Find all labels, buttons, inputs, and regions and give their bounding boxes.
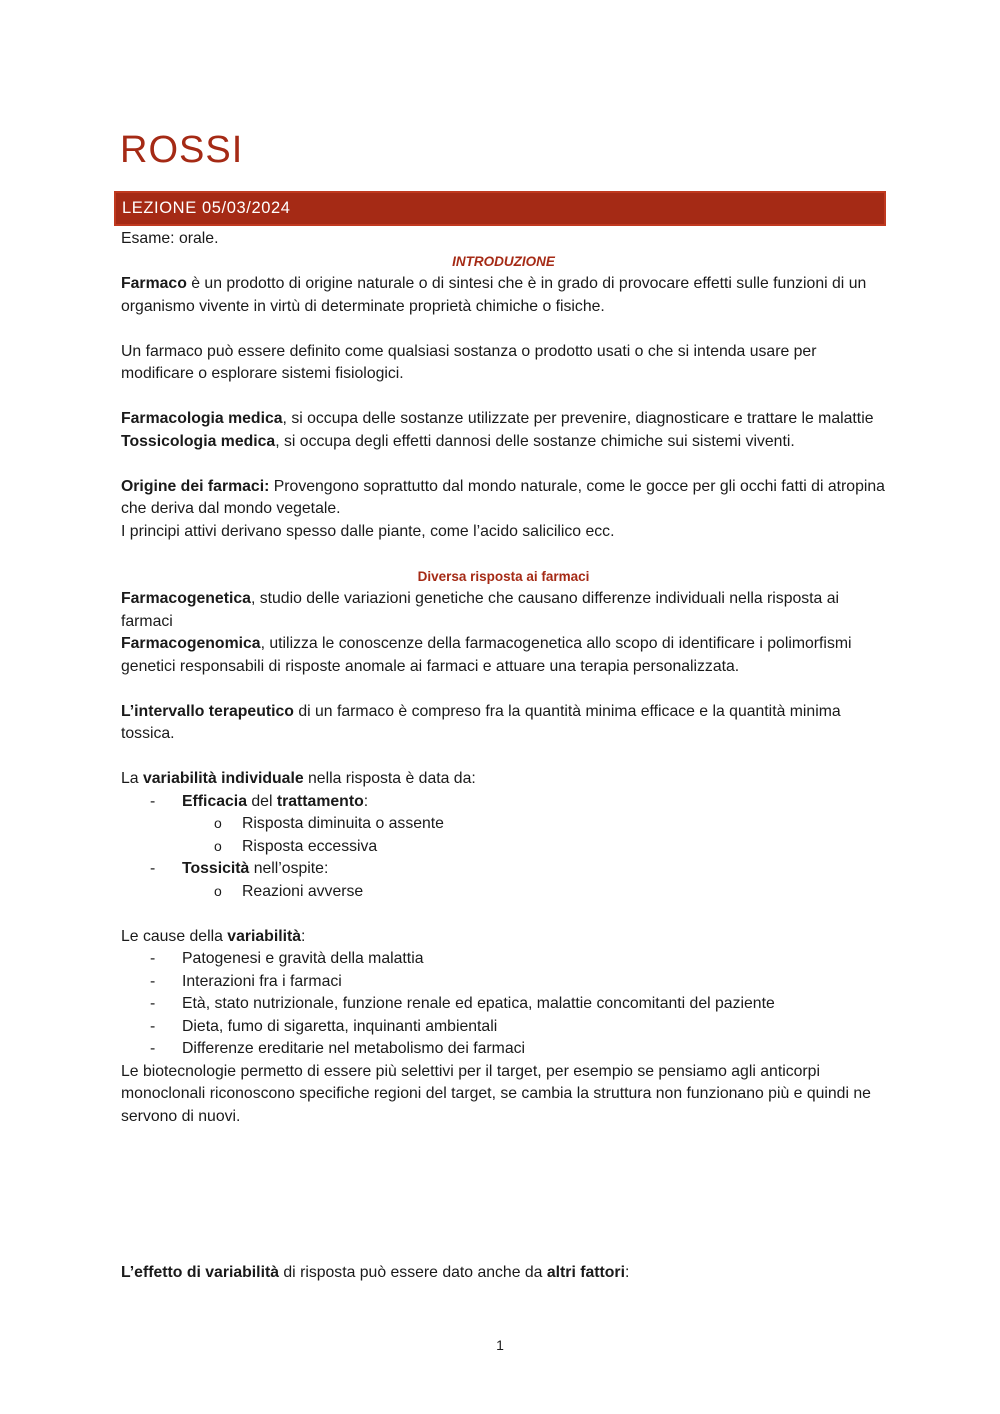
term-tossicologia: Tossicologia medica [121,432,276,450]
list-item: - Patogenesi e gravità della malattia [121,948,886,971]
term-intervallo: L’intervallo terapeutico [121,702,294,720]
term-farmaco: Farmaco [121,275,187,292]
term-farmacogenomica: Farmacogenomica [121,635,261,652]
lesson-header-bar [114,191,886,226]
section-heading-introduzione: INTRODUZIONE [452,253,555,269]
term-farmacologia: Farmacologia medica [121,410,283,427]
page-number: 1 [496,1337,504,1353]
term-origine: Origine dei farmaci: [121,477,270,495]
list-item: - Interazioni fra i farmaci [121,971,886,994]
paragraph-farmacogenomica: Farmacogenomica, utilizza le conoscenze della farmacogenetica allo scopo di identificare i polimorfismi genetici responsabili di risposte anomale ai farmaci e attuare una terapia personalizzata. [121,635,852,675]
exam-line: Esame: orale. [121,230,219,247]
list-item: - Differenze ereditarie nel metabolismo dei farmaci [121,1038,886,1061]
paragraph-tossicologia: Tossicologia medica, si occupa degli effetti dannosi delle sostanze chimiche sui sistemi viventi. [121,432,795,450]
section-heading-risposta: Diversa risposta ai farmaci [417,568,590,584]
document-title: ROSSI [120,129,244,171]
paragraph-principi-attivi: I principi attivi derivano spesso dalle piante, come l’acido salicilico ecc. [121,522,615,540]
list-item: o Risposta diminuita o assente [121,813,886,836]
cause-list [121,948,886,1061]
paragraph-variabilita: La variabilità individuale nella risposta è data da: [121,770,476,787]
term-farmacogenetica: Farmacogenetica [121,590,251,607]
lesson-date-label: LEZIONE 05/03/2024 [122,199,291,217]
efficacia-sublist [121,813,886,858]
term-altri-fattori: altri fattori [546,1264,625,1281]
paragraph-farmaco: Farmaco è un prodotto di origine naturale o di sintesi che è in grado di provocare effetti sulle funzioni di un organismo vivente in virtù di determinate proprietà chimiche o fisiche. [121,275,867,315]
list-item-tossicita: - Tossicità nell’ospite: o Reazioni avverse [121,858,886,903]
paragraph-effetto: L’effetto di variabilità di risposta può essere dato anche da altri fattori: [121,1264,630,1281]
term-effetto: L’effetto di variabilità [121,1264,279,1281]
list-item: - Età, stato nutrizionale, funzione renale ed epatica, malattie concomitanti del paziente [121,993,886,1016]
paragraph-intervallo: L’intervallo terapeutico di un farmaco è compreso fra la quantità minima efficace e la quantità minima tossica. [121,702,841,742]
paragraph-definizione: Un farmaco può essere definito come qualsiasi sostanza o prodotto usati o che si intenda usare per modificare o esplorare sistemi fisiologici. [121,342,817,382]
term-variabilita-individuale: variabilità individuale [142,770,304,787]
term-variabilita: variabilità [227,927,302,945]
tossicita-sublist [121,881,886,904]
variabilita-list [121,791,886,904]
paragraph-farmacogenetica: Farmacogenetica, studio delle variazioni genetiche che causano differenze individuali nella risposta ai farmaci [121,590,840,630]
paragraph-farmacologia: Farmacologia medica, si occupa delle sostanze utilizzate per prevenire, diagnosticare e trattare le malattie [121,410,874,427]
list-item: o Risposta eccessiva [121,836,886,859]
document-body [121,228,886,1128]
list-item: - Dieta, fumo di sigaretta, inquinanti ambientali [121,1016,886,1039]
paragraph-cause: Le cause della variabilità: [121,927,306,945]
paragraph-origine: Origine dei farmaci: Provengono soprattutto dal mondo naturale, come le gocce per gli occhi fatti di atropina che deriva dal mondo vegetale. [121,477,885,517]
list-item-efficacia: - Efficacia del trattamento: o Risposta diminuita o assente o Risposta eccessiva [121,791,886,859]
list-item: o Reazioni avverse [121,881,886,904]
paragraph-biotecnologie: Le biotecnologie permetto di essere più selettivi per il target, per esempio se pensiamo agli anticorpi monoclonali riconoscono specifiche regioni del target, se cambia la struttura non funzionano più e quindi ne servono di nuovi. [121,1062,871,1125]
